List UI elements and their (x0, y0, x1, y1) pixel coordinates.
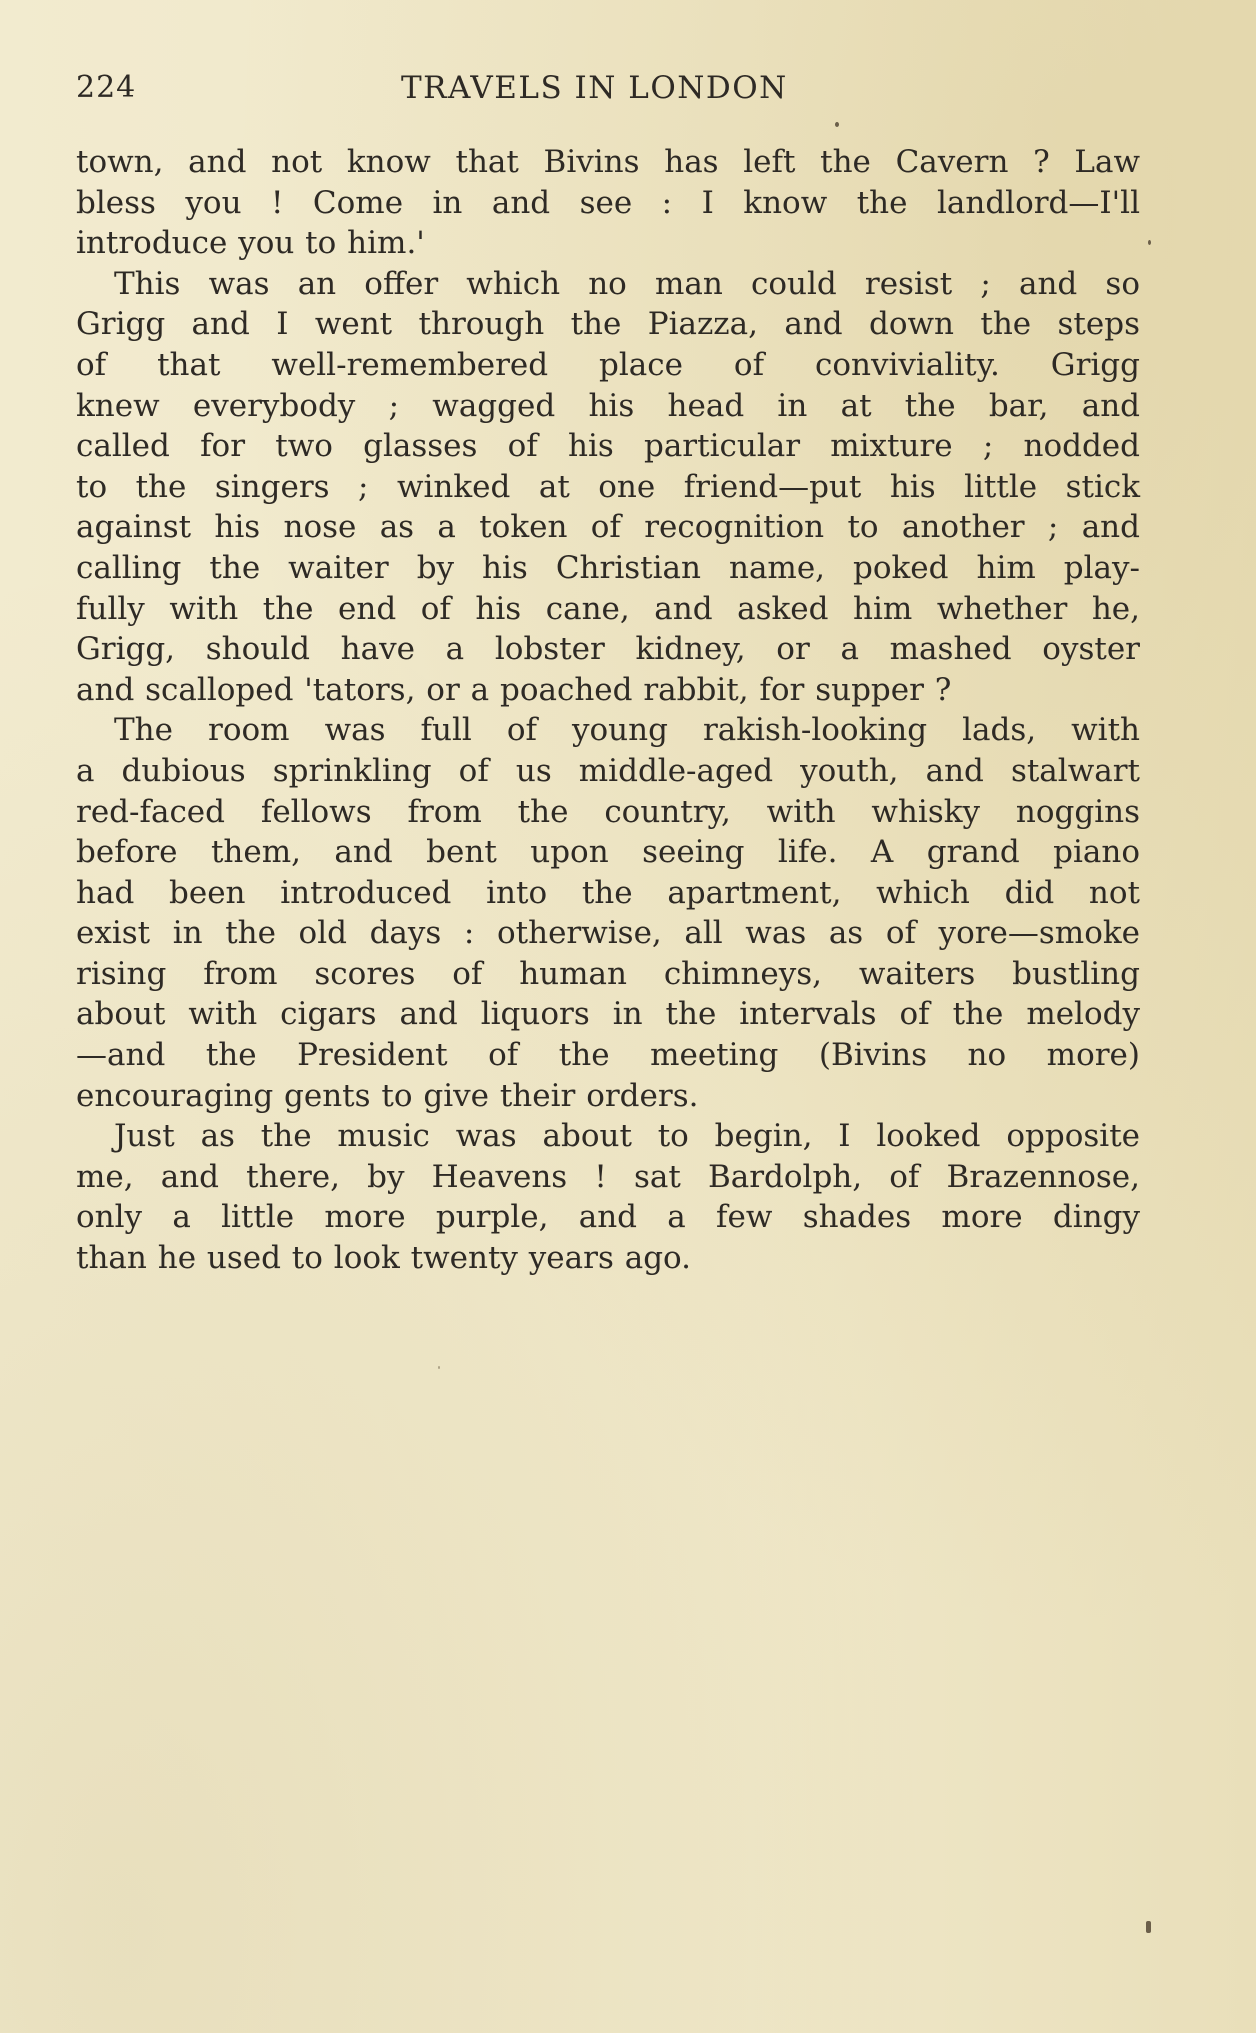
text-line: town, and not know that Bivins has left the Cavern ? Law (76, 144, 1140, 180)
text-line: of that well-remembered place of conviviality. Grigg (76, 346, 1140, 383)
text-line: encouraging gents to give their orders. (76, 1077, 699, 1114)
text-line: rising from scores of human chimneys, waiters bustling (76, 955, 1140, 992)
text-line: fully with the end of his cane, and asked him whether he, (76, 590, 1140, 627)
paper-speck (1148, 240, 1151, 245)
text-line: calling the waiter by his Christian name, poked him play- (76, 549, 1140, 586)
text-line: introduce you to him.' (76, 225, 425, 262)
text-line: exist in the old days : otherwise, all was as of yore—smoke (76, 915, 1140, 952)
text-line: red-faced fellows from the country, with whisky noggins (76, 793, 1140, 830)
text-line: about with cigars and liquors in the intervals of the melody (76, 996, 1140, 1033)
text-line: a dubious sprinkling of us middle-aged youth, and stalwart (76, 752, 1140, 789)
text-line: only a little more purple, and a few shades more dingy (76, 1199, 1140, 1236)
text-line: called for two glasses of his particular mixture ; nodded (76, 428, 1140, 465)
text-line: against his nose as a token of recognition to another ; and (76, 509, 1140, 546)
text-line: This was an offer which no man could resist ; and so (114, 265, 1140, 302)
text-line: and scalloped 'tators, or a poached rabbit, for supper ? (76, 671, 952, 708)
text-line: —and the President of the meeting (Bivins no more) (76, 1037, 1140, 1074)
text-line: before them, and bent upon seeing life. A grand piano (76, 834, 1140, 871)
paper-speck (835, 122, 839, 127)
text-line: to the singers ; winked at one friend—put his little stick (76, 468, 1140, 505)
text-line: The room was full of young rakish-looking lads, with (114, 712, 1140, 749)
text-line: had been introduced into the apartment, which did not (76, 874, 1140, 911)
running-title: TRAVELS IN LONDON (401, 70, 788, 106)
text-line: knew everybody ; wagged his head in at the bar, and (76, 387, 1140, 424)
body-text (76, 142, 1140, 1279)
text-line: Grigg and I went through the Piazza, and down the steps (76, 306, 1140, 343)
text-line: Just as the music was about to begin, I looked opposite (114, 1118, 1140, 1155)
paper-speck (438, 1366, 440, 1369)
book-page (76, 64, 1140, 1279)
text-line: bless you ! Come in and see : I know the landlord—I'll (76, 184, 1140, 221)
paper-speck (1146, 1921, 1151, 1933)
text-line: than he used to look twenty years ago. (76, 1240, 692, 1277)
text-line: me, and there, by Heavens ! sat Bardolph, of Brazennose, (76, 1158, 1140, 1195)
running-head (76, 64, 1140, 120)
page-number: 224 (76, 70, 137, 105)
text-line: Grigg, should have a lobster kidney, or a mashed oyster (76, 631, 1140, 668)
